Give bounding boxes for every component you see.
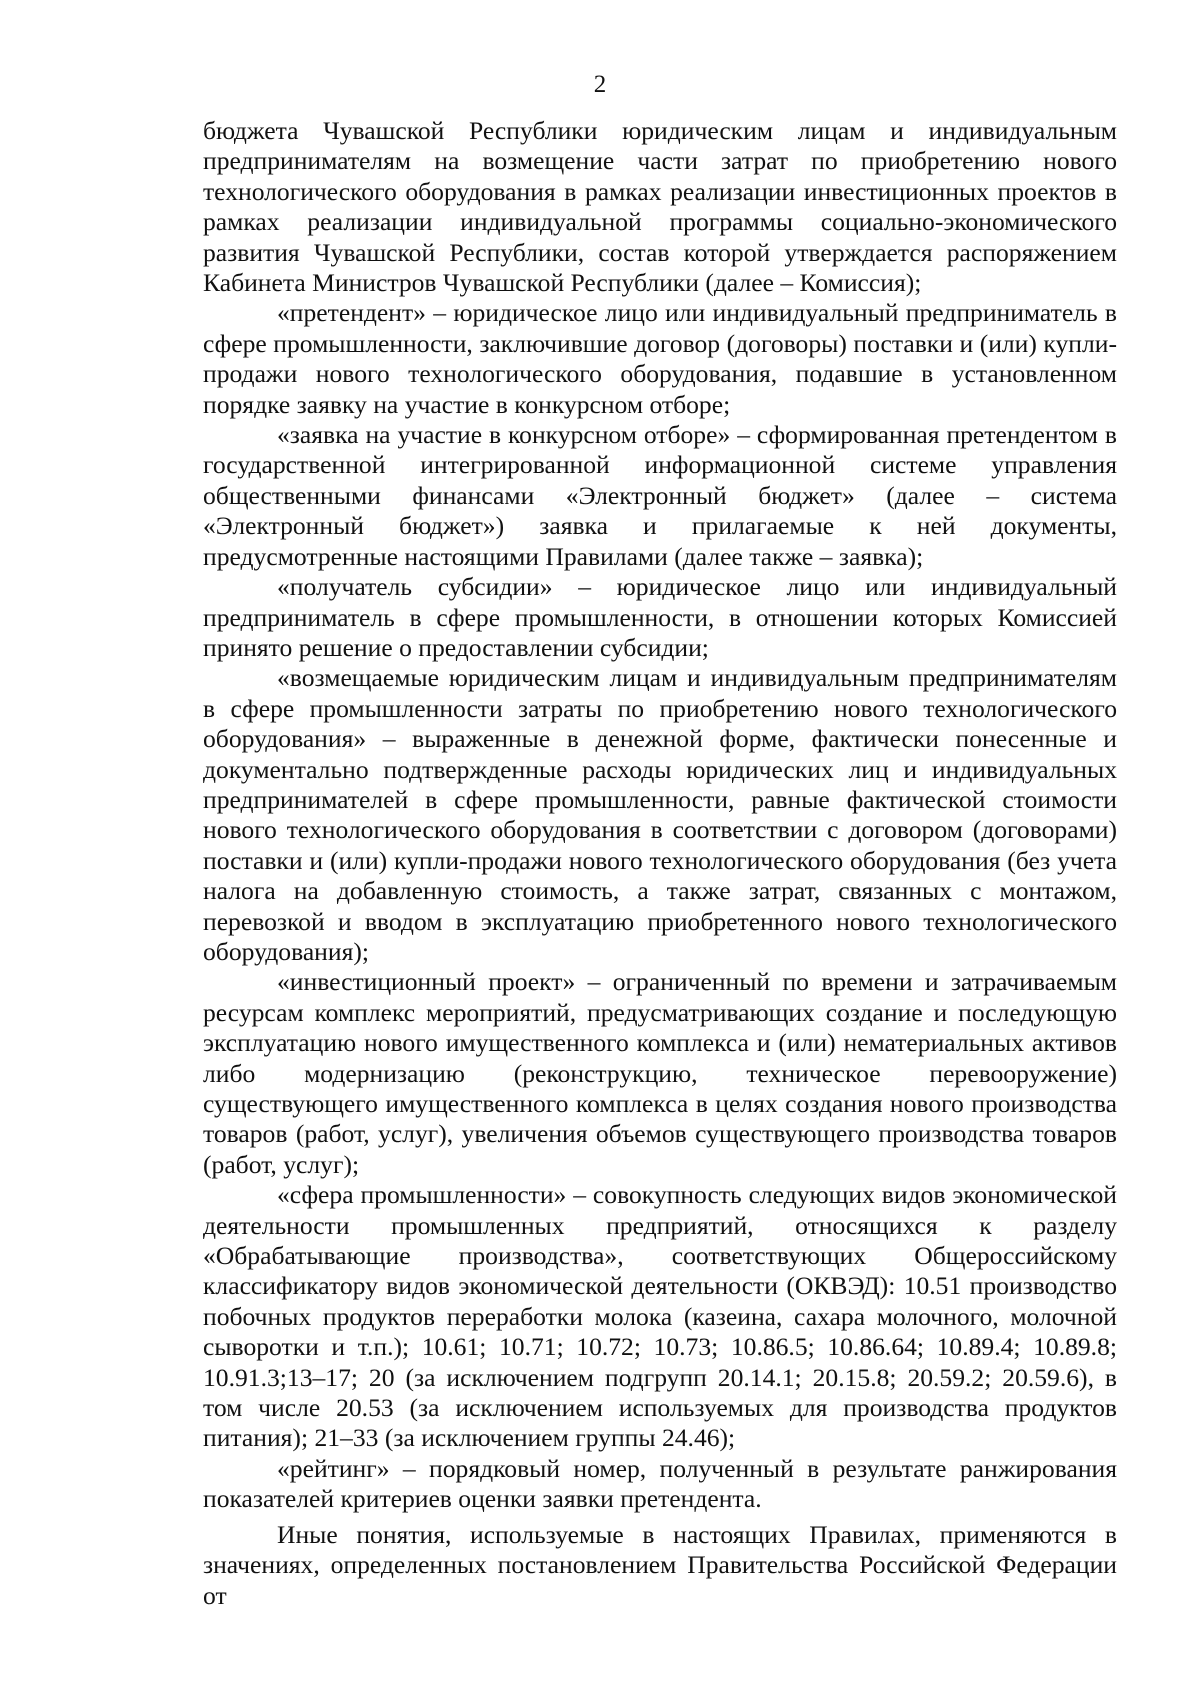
paragraph-application-definition: «заявка на участие в конкурсном отборе» – сформированная претендентом в государственной интегрированной информационной системе управления общественными финансами «Электронный бюджет» (далее – система «Электронный бюджет») заявка и прилагаемые к ней документы, предусмотренные настоящими Правилами (далее также – заявка);: [203, 420, 1117, 571]
paragraph-reimbursable-costs-definition: «возмещаемые юридическим лицам и индивидуальным предпринимателям в сфере промышленности затраты по приобретению нового технологического оборудования» – выраженные в денежной форме, фактически понесенные и документально подтвержденные расходы юридических лиц и индивидуальных предпринимателей в сфере промышленности, равные фактической стоимости нового технологического оборудования в соответствии с договором (договорами) поставки и (или) купли-продажи нового технологического оборудования (без учета налога на добавленную стоимость, а также затрат, связанных с монтажом, перевозкой и вводом в эксплуатацию приобретенного нового технологического оборудования);: [203, 663, 1117, 966]
document-body: [203, 116, 1117, 1611]
paragraph-industry-sphere-definition: «сфера промышленности» – совокупность следующих видов экономической деятельности промышленных предприятий, относящихся к разделу «Обрабатывающие производства», соответствующих Общероссийскому классификатору видов экономической деятельности (ОКВЭД): 10.51 производство побочных продуктов переработки молока (казеина, сахара молочного, молочной сыворотки и т.п.); 10.61; 10.71; 10.72; 10.73; 10.86.5; 10.86.64; 10.89.4; 10.89.8; 10.91.3;13–17; 20 (за исключением подгрупп 20.14.1; 20.15.8; 20.59.2; 20.59.6), в том числе 20.53 (за исключением используемых для производства продуктов питания); 21–33 (за исключением группы 24.46);: [203, 1180, 1117, 1453]
paragraph-rating-definition: «рейтинг» – порядковый номер, полученный в результате ранжирования показателей критериев оценки заявки претендента.: [203, 1453, 1117, 1514]
paragraph-applicant-definition: «претендент» – юридическое лицо или индивидуальный предприниматель в сфере промышленности, заключившие договор (договоры) поставки и (или) купли-продажи нового технологического оборудования, подавшие в установленном порядке заявку на участие в конкурсном отборе;: [203, 298, 1117, 419]
paragraph-investment-project-definition: «инвестиционный проект» – ограниченный по времени и затрачиваемым ресурсам комплекс мероприятий, предусматривающих создание и последующую эксплуатацию нового имущественного комплекса и (или) нематериальных активов либо модернизацию (реконструкцию, техническое перевооружение) существующего имущественного комплекса в целях создания нового производства товаров (работ, услуг), увеличения объемов существующего производства товаров (работ, услуг);: [203, 967, 1117, 1179]
paragraph-commission-continuation: бюджета Чувашской Республики юридическим лицам и индивидуальным предпринимателям на возмещение части затрат по приобретению нового технологического оборудования в рамках реализации инвестиционных проектов в рамках реализации индивидуальной программы социально-экономического развития Чувашской Республики, состав которой утверждается распоряжением Кабинета Министров Чувашской Республики (далее – Комиссия);: [203, 116, 1117, 298]
page-number: 2: [593, 71, 607, 98]
paragraph-recipient-definition: «получатель субсидии» – юридическое лицо или индивидуальный предприниматель в сфере промышленности, в отношении которых Комиссией принято решение о предоставлении субсидии;: [203, 572, 1117, 662]
paragraph-other-concepts: Иные понятия, используемые в настоящих Правилах, применяются в значениях, определенных постановлением Правительства Российской Федерации от: [203, 1519, 1117, 1610]
